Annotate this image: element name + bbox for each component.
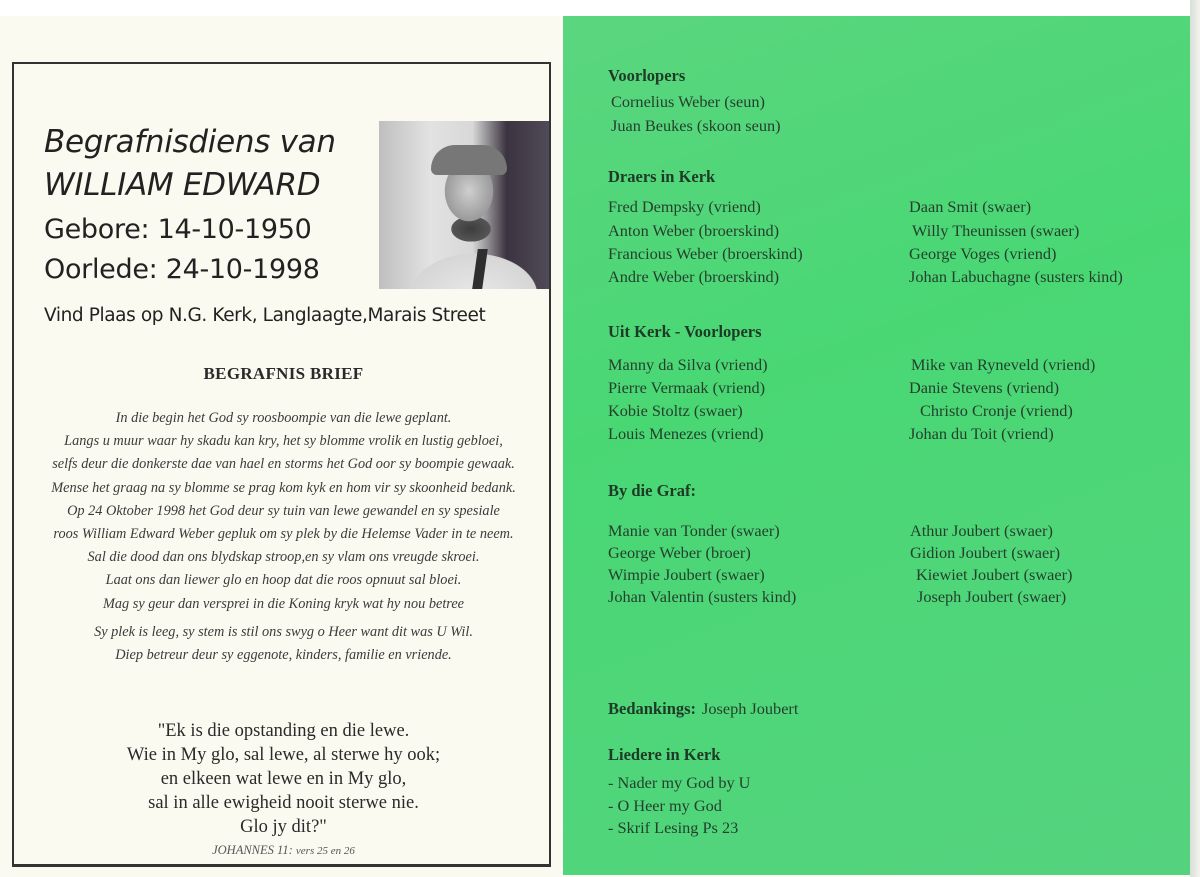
uit-kerk-heading: Uit Kerk - Voorlopers bbox=[608, 322, 762, 341]
voorloper-entry: Juan Beukes (skoon seun) bbox=[611, 116, 781, 135]
poem-line: Op 24 Oktober 1998 het God deur sy tuin van lewe gewandel en sy spesiale bbox=[67, 502, 500, 519]
poem-line: Laat ons dan liewer glo en hoop dat die roos opnuut sal bloei. bbox=[105, 572, 462, 589]
closing-line: Diep betreur deur sy eggenote, kinders, familie en vriende. bbox=[115, 647, 452, 664]
graf-entry: George Weber (broer) bbox=[608, 543, 751, 562]
verse-line: Glo jy dit?" bbox=[240, 817, 327, 837]
poem-line: Mense het graag na sy blomme se prag kom kyk en hom vir sy skoonheid bedank. bbox=[51, 479, 516, 496]
bedankings-value: Joseph Joubert bbox=[702, 699, 799, 718]
draer-entry: Willy Theunissen (swaer) bbox=[912, 221, 1080, 240]
draer-entry: Francious Weber (broerskind) bbox=[608, 244, 803, 263]
draer-entry: Johan Labuchagne (susters kind) bbox=[909, 267, 1123, 286]
song-item: - O Heer my God bbox=[608, 796, 722, 815]
birth-date: Gebore: 14-10-1950 bbox=[44, 214, 312, 245]
scripture-verse bbox=[14, 719, 553, 839]
poem-line: Langs u muur waar hy skadu kan kry, het sy blomme vrolik en lustig gebloei, bbox=[64, 433, 503, 450]
draer-entry: Anton Weber (broerskind) bbox=[608, 221, 780, 240]
title-line-1: Begrafnisdiens van bbox=[44, 124, 336, 160]
right-page bbox=[563, 16, 1191, 875]
verse-reference bbox=[14, 843, 553, 858]
poem-line: In die begin het God sy roosboompie van die lewe geplant. bbox=[115, 410, 452, 426]
uit-kerk-entry: Mike van Ryneveld (vriend) bbox=[911, 355, 1096, 374]
poem-line: roos William Edward Weber gepluk om sy plek by die Helemse Vader in te neem. bbox=[53, 526, 514, 543]
graf-entry: Wimpie Joubert (swaer) bbox=[608, 565, 765, 584]
song-item: - Skrif Lesing Ps 23 bbox=[608, 818, 739, 837]
bedankings bbox=[608, 699, 798, 719]
verse-line: en elkeen wat lewe en in My glo, bbox=[160, 769, 407, 789]
closing-lines bbox=[14, 621, 553, 667]
liedere-heading: Liedere in Kerk bbox=[608, 745, 721, 764]
verse-line: sal in alle ewigheid nooit sterwe nie. bbox=[148, 793, 419, 813]
uit-kerk-entry: Johan du Toit (vriend) bbox=[909, 424, 1054, 443]
voorlopers-heading: Voorlopers bbox=[608, 66, 686, 85]
graf-entry: Johan Valentin (susters kind) bbox=[608, 587, 797, 606]
graf-entry: Gidion Joubert (swaer) bbox=[910, 543, 1061, 562]
verse-ref-book: JOHANNES 11: bbox=[212, 843, 293, 857]
draer-entry: Andre Weber (broerskind) bbox=[608, 267, 780, 286]
draers-heading: Draers in Kerk bbox=[608, 167, 716, 186]
left-page bbox=[0, 16, 560, 877]
verse-line: "Ek is die opstanding en die lewe. bbox=[157, 721, 410, 741]
portrait-photo bbox=[379, 121, 549, 289]
by-die-graf-heading: By die Graf: bbox=[608, 481, 696, 500]
uit-kerk-entry: Danie Stevens (vriend) bbox=[909, 378, 1060, 397]
song-item: - Nader my God by U bbox=[608, 773, 751, 792]
brief-heading: BEGRAFNIS BRIEF bbox=[203, 364, 364, 383]
poem-line: Sal die dood dan ons blydskap stroop,en sy vlam ons vreugde skroei. bbox=[87, 549, 480, 566]
deceased-name: WILLIAM EDWARD bbox=[44, 167, 321, 203]
voorloper-entry: Cornelius Weber (seun) bbox=[611, 92, 765, 111]
venue: Vind Plaas op N.G. Kerk, Langlaagte,Marais Street bbox=[44, 305, 486, 326]
graf-entry: Joseph Joubert (swaer) bbox=[917, 587, 1067, 606]
verse-line: Wie in My glo, sal lewe, al sterwe hy ook; bbox=[126, 745, 441, 765]
graf-entry: Manie van Tonder (swaer) bbox=[608, 521, 780, 540]
draer-entry: Fred Dempsky (vriend) bbox=[608, 197, 761, 216]
poem bbox=[14, 407, 553, 616]
photo-tie bbox=[472, 249, 488, 289]
graf-entry: Kiewiet Joubert (swaer) bbox=[916, 565, 1073, 584]
scanner-background bbox=[0, 0, 1200, 16]
uit-kerk-entry: Louis Menezes (vriend) bbox=[608, 424, 764, 443]
draer-entry: George Voges (vriend) bbox=[909, 244, 1057, 263]
scanner-edge bbox=[1190, 0, 1200, 877]
bedankings-label: Bedankings: bbox=[608, 699, 697, 718]
draer-entry: Daan Smit (swaer) bbox=[909, 197, 1032, 216]
poem-line: Mag sy geur dan versprei in die Koning kryk wat hy nou betree bbox=[102, 595, 465, 612]
uit-kerk-entry: Manny da Silva (vriend) bbox=[608, 355, 768, 374]
verse-ref-detail: vers 25 en 26 bbox=[295, 845, 355, 857]
graf-entry: Athur Joubert (swaer) bbox=[910, 521, 1053, 540]
photo-hair bbox=[431, 145, 507, 175]
uit-kerk-entry: Pierre Vermaak (vriend) bbox=[608, 378, 766, 397]
death-date: Oorlede: 24-10-1998 bbox=[44, 254, 320, 285]
uit-kerk-entry: Christo Cronje (vriend) bbox=[920, 401, 1073, 420]
memorial-frame bbox=[12, 62, 551, 867]
closing-line: Sy plek is leeg, sy stem is stil ons swyg o Heer want dit was U Wil. bbox=[94, 624, 473, 640]
poem-line: selfs deur die donkerste dae van hael en storms het God oor sy boompie gewaak. bbox=[52, 456, 515, 473]
uit-kerk-entry: Kobie Stoltz (swaer) bbox=[608, 401, 743, 420]
